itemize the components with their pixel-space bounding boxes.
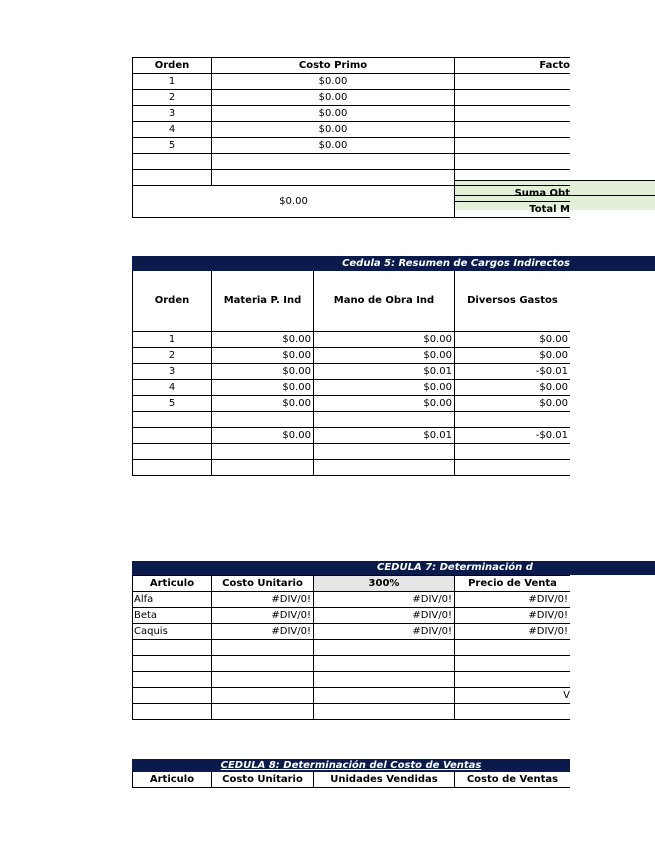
cell-costo-primo[interactable]: $0.00 (212, 138, 455, 154)
col-header-orden[interactable]: Orden (133, 58, 212, 74)
empty-cell[interactable] (314, 444, 455, 460)
empty-cell[interactable] (212, 640, 314, 656)
empty-cell[interactable] (212, 656, 314, 672)
empty-cell[interactable] (212, 688, 314, 704)
cell-mano-obra[interactable]: $0.00 (314, 380, 455, 396)
cell-factor[interactable] (455, 74, 571, 90)
table-row (133, 396, 571, 412)
col-header-percent[interactable]: 300% (314, 576, 455, 592)
cell-precio-venta[interactable]: #DIV/0! (455, 592, 571, 608)
col-header-articulo[interactable]: Articulo (133, 576, 212, 592)
cell-percent[interactable]: #DIV/0! (314, 608, 455, 624)
table-row (133, 592, 571, 608)
empty-cell[interactable] (314, 640, 455, 656)
cell-materia[interactable]: $0.00 (212, 348, 314, 364)
prime-cost-table (132, 57, 570, 218)
col-header-costo-ventas[interactable]: Costo de Ventas (455, 772, 571, 788)
cedula-7-table (132, 575, 570, 720)
empty-cell[interactable] (455, 672, 571, 688)
empty-cell[interactable] (455, 460, 571, 476)
cell-articulo[interactable]: Beta (133, 608, 212, 624)
empty-cell[interactable] (212, 444, 314, 460)
cell-precio-venta[interactable]: #DIV/0! (455, 608, 571, 624)
cell-diversos[interactable]: -$0.01 (455, 364, 571, 380)
table-row (133, 154, 571, 170)
empty-cell[interactable] (133, 428, 212, 444)
table-row (133, 122, 571, 138)
totals-row (133, 428, 571, 444)
col-header-orden[interactable]: Orden (133, 271, 212, 332)
empty-cell[interactable] (133, 656, 212, 672)
cell-costo-primo[interactable]: $0.00 (212, 74, 455, 90)
cedula-5-title: Cedula 5: Resumen de Cargos Indirectos (342, 258, 570, 269)
empty-cell[interactable] (455, 656, 571, 672)
cell-orden[interactable]: 4 (133, 380, 212, 396)
cell-factor[interactable] (455, 138, 571, 154)
suma-obtenida-label[interactable]: Suma Obt (455, 186, 571, 202)
cedula-7-title-bar (132, 561, 655, 575)
cell-costo-primo[interactable]: $0.00 (212, 106, 455, 122)
cell-orden[interactable]: 2 (133, 90, 212, 106)
table-row (133, 672, 571, 688)
cell-articulo[interactable]: Alfa (133, 592, 212, 608)
cedula-5-table (132, 271, 570, 476)
col-header-materia[interactable]: Materia P. Ind (212, 271, 314, 332)
cell-precio-venta[interactable]: #DIV/0! (455, 624, 571, 640)
table-row (133, 656, 571, 672)
col-header-precio-venta[interactable]: Precio de Venta (455, 576, 571, 592)
table-row (133, 348, 571, 364)
cell-total-diversos[interactable]: -$0.01 (455, 428, 571, 444)
table-row (133, 74, 571, 90)
empty-cell[interactable] (212, 412, 314, 428)
empty-cell[interactable] (455, 412, 571, 428)
cedula-8-table (132, 772, 570, 788)
col-header-diversos[interactable]: Diversos Gastos (455, 271, 571, 332)
cell-materia[interactable]: $0.00 (212, 364, 314, 380)
cell-percent[interactable]: #DIV/0! (314, 592, 455, 608)
table-row (133, 624, 571, 640)
table-header-row (133, 576, 571, 592)
clipped-cell[interactable]: V (455, 688, 571, 704)
empty-cell[interactable] (455, 640, 571, 656)
empty-cell[interactable] (212, 170, 455, 186)
cell-costo-unitario[interactable]: #DIV/0! (212, 608, 314, 624)
table-row (133, 640, 571, 656)
empty-cell[interactable] (314, 672, 455, 688)
cell-costo-unitario[interactable]: #DIV/0! (212, 592, 314, 608)
empty-cell[interactable] (455, 170, 571, 186)
empty-cell[interactable] (314, 656, 455, 672)
table-header-row (133, 772, 571, 788)
cell-diversos[interactable]: $0.00 (455, 380, 571, 396)
table-row (133, 90, 571, 106)
cell-factor[interactable] (455, 106, 571, 122)
table-row (133, 412, 571, 428)
col-header-unidades-vendidas[interactable]: Unidades Vendidas (314, 772, 455, 788)
empty-cell[interactable] (133, 444, 212, 460)
cell-mano-obra[interactable]: $0.00 (314, 396, 455, 412)
cell-orden[interactable]: 5 (133, 396, 212, 412)
cell-diversos[interactable]: $0.00 (455, 348, 571, 364)
empty-cell[interactable] (133, 154, 212, 170)
cell-orden[interactable]: 3 (133, 106, 212, 122)
cell-factor[interactable] (455, 122, 571, 138)
col-header-mano-obra[interactable]: Mano de Obra Ind (314, 271, 455, 332)
cell-mano-obra[interactable]: $0.00 (314, 332, 455, 348)
empty-cell[interactable] (212, 672, 314, 688)
table-row (133, 170, 571, 186)
cedula-8-title: CEDULA 8: Determinación del Costo de Ventas (220, 760, 482, 771)
table-row (133, 380, 571, 396)
cell-orden[interactable]: 1 (133, 332, 212, 348)
empty-cell[interactable] (314, 688, 455, 704)
table-row (133, 688, 571, 704)
cell-articulo[interactable]: Caquis (133, 624, 212, 640)
cedula-5-title-bar (132, 256, 655, 271)
col-header-costo-unitario[interactable]: Costo Unitario (212, 576, 314, 592)
cedula-8-title-bar (132, 759, 570, 772)
col-header-costo-primo[interactable]: Costo Primo (212, 58, 455, 74)
table-header-row (133, 58, 571, 74)
empty-cell[interactable] (212, 154, 455, 170)
empty-cell[interactable] (212, 704, 314, 720)
cell-costo-primo[interactable]: $0.00 (212, 122, 455, 138)
empty-cell[interactable] (455, 154, 571, 170)
col-header-costo-unitario[interactable]: Costo Unitario (212, 772, 314, 788)
cell-materia[interactable]: $0.00 (212, 380, 314, 396)
empty-cell[interactable] (133, 412, 212, 428)
cell-diversos[interactable]: $0.00 (455, 396, 571, 412)
cell-materia[interactable]: $0.00 (212, 396, 314, 412)
empty-cell[interactable] (212, 460, 314, 476)
cell-factor[interactable] (455, 90, 571, 106)
cell-percent[interactable]: #DIV/0! (314, 624, 455, 640)
empty-cell[interactable] (133, 170, 212, 186)
empty-cell[interactable] (133, 672, 212, 688)
col-header-factor[interactable]: Facto (455, 58, 571, 74)
table-row (133, 332, 571, 348)
cell-mano-obra[interactable]: $0.00 (314, 348, 455, 364)
cell-orden[interactable]: 1 (133, 74, 212, 90)
empty-cell[interactable] (314, 460, 455, 476)
table-row (133, 444, 571, 460)
cedula-7-title: CEDULA 7: Determinación d (377, 562, 533, 573)
cell-orden[interactable]: 4 (133, 122, 212, 138)
empty-cell[interactable] (133, 688, 212, 704)
cell-orden[interactable]: 5 (133, 138, 212, 154)
cell-total-materia[interactable]: $0.00 (212, 428, 314, 444)
empty-cell[interactable] (314, 704, 455, 720)
table-row (133, 138, 571, 154)
empty-cell[interactable] (133, 640, 212, 656)
table-row (133, 608, 571, 624)
cell-diversos[interactable]: $0.00 (455, 332, 571, 348)
empty-cell[interactable] (133, 460, 212, 476)
cell-costo-primo[interactable]: $0.00 (212, 90, 455, 106)
table-row (133, 106, 571, 122)
cell-orden[interactable]: 2 (133, 348, 212, 364)
cell-orden[interactable]: 3 (133, 364, 212, 380)
table-row (133, 460, 571, 476)
empty-cell[interactable] (133, 704, 212, 720)
table-row (133, 364, 571, 380)
total-row (133, 186, 571, 202)
col-header-articulo[interactable]: Articulo (133, 772, 212, 788)
cell-total-costo-primo[interactable]: $0.00 (133, 186, 455, 218)
total-label[interactable]: Total M (455, 202, 571, 218)
empty-cell[interactable] (314, 412, 455, 428)
cell-materia[interactable]: $0.00 (212, 332, 314, 348)
empty-cell[interactable] (455, 444, 571, 460)
table-row (133, 704, 571, 720)
cell-costo-unitario[interactable]: #DIV/0! (212, 624, 314, 640)
empty-cell[interactable] (455, 704, 571, 720)
cell-mano-obra[interactable]: $0.01 (314, 364, 455, 380)
cell-total-mano-obra[interactable]: $0.01 (314, 428, 455, 444)
table-header-row (133, 271, 571, 332)
